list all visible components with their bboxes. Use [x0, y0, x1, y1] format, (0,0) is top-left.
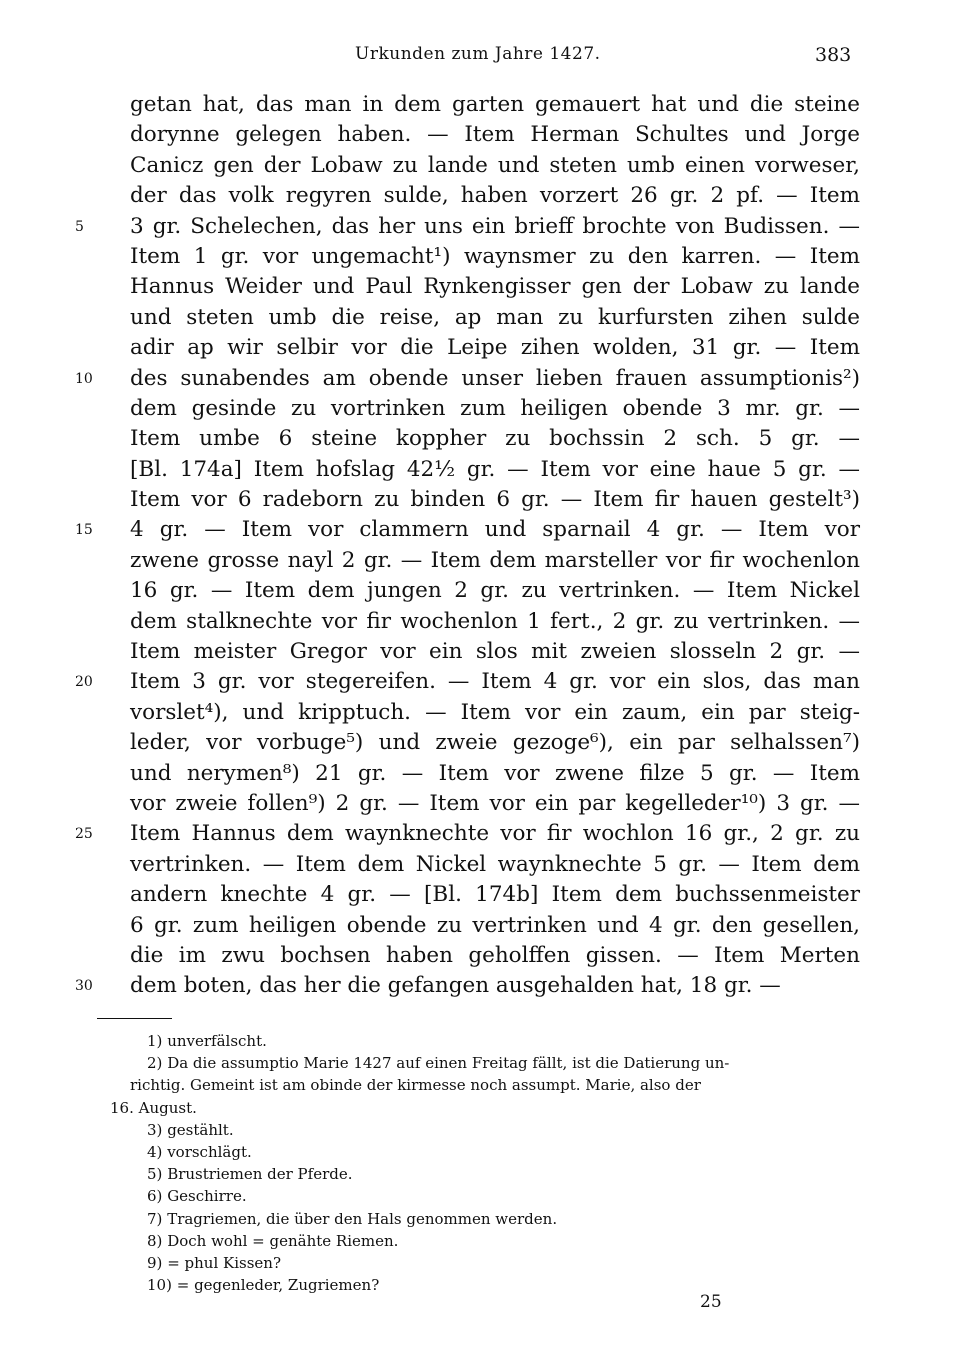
text-line — [130, 759, 860, 789]
line-text: getan hat, das man in dem garten gemauert hat und die steine — [130, 92, 860, 117]
line-text: 16 gr. — Item dem jungen 2 gr. zu vertrinken. — Item Nickel — [130, 578, 860, 604]
text-line — [130, 789, 860, 819]
footnotes — [110, 1030, 860, 1296]
line-text: dem boten, das her die gefangen ausgehalden hat, 18 gr. — — [130, 973, 781, 999]
text-line — [130, 455, 860, 485]
text-line — [130, 333, 860, 363]
text-line — [75, 819, 860, 849]
footnote-mark: 1) — [147, 1032, 163, 1050]
line-text: dorynne gelegen haben. — Item Herman Schultes und Jorge — [130, 122, 860, 148]
running-title: Urkunden zum Jahre 1427. — [355, 44, 601, 64]
footnote-text: Tragriemen, die über den Hals genommen werden. — [167, 1209, 558, 1228]
line-text: Hannus Weider und Paul Rynkengisser gen der Lobaw zu lande — [130, 274, 860, 300]
text-line — [75, 212, 860, 242]
text-line — [75, 515, 860, 545]
text-line — [130, 546, 860, 576]
line-text: 4 gr. — Item vor clammern und sparnail 4 gr. — Item vor — [130, 517, 860, 543]
line-text: andern knechte 4 gr. — [Bl. 174b] Item dem buchssenmeister — [130, 882, 860, 908]
footnote — [130, 1119, 860, 1141]
footnote-continuation — [130, 1074, 860, 1096]
line-text: die im zwu bochsen haben geholffen gissen. — Item Merten — [130, 942, 860, 968]
footnote-text: Da die assumptio Marie 1427 auf einen Freitag fällt, ist die Datierung un- — [167, 1054, 730, 1073]
line-number: 15 — [75, 522, 93, 539]
text-line — [75, 971, 860, 1001]
text-line — [130, 181, 860, 211]
text-line — [130, 394, 860, 424]
footnote-text: = phul Kissen? — [167, 1254, 281, 1273]
line-text: 3 gr. Schelechen, das her uns ein brieff brochte von Budissen. — — [130, 213, 860, 239]
footnote — [130, 1052, 860, 1074]
line-text: Item 1 gr. vor ungemacht¹) waynsmer zu den karren. — Item — [130, 243, 860, 269]
line-text: adir ap wir selbir vor die Leipe zihen wolden, 31 gr. — Item — [130, 335, 860, 361]
footnote — [130, 1141, 860, 1163]
footnote — [130, 1230, 860, 1252]
footnote-rule — [97, 1018, 172, 1019]
footnote — [130, 1185, 860, 1207]
footnote-text: Doch wohl = genähte Riemen. — [167, 1231, 399, 1250]
footnote — [130, 1163, 860, 1185]
footnote-mark: 6) — [147, 1187, 163, 1206]
footnote — [130, 1208, 860, 1230]
line-text: vor zweie follen⁹) 2 gr. — Item vor ein par kegelleder¹⁰) 3 gr. — — [130, 790, 860, 816]
main-text — [75, 90, 860, 1002]
line-text: Canicz gen der Lobaw zu lande und steten umb einen vorweser, — [130, 152, 860, 178]
line-text: dem stalknechte vor fir wochenlon 1 fert., 2 gr. zu vertrinken. — — [130, 608, 860, 634]
text-line — [130, 120, 860, 150]
line-text: Item meister Gregor vor ein slos mit zweien slosseln 2 gr. — — [130, 639, 860, 665]
footnote-text: vorschlägt. — [167, 1143, 252, 1162]
line-text: [Bl. 174a] Item hofslag 42½ gr. — Item vor eine haue 5 gr. — — [130, 456, 860, 482]
text-line — [130, 485, 860, 515]
text-line — [130, 424, 860, 454]
footnote — [130, 1030, 860, 1052]
line-text: der das volk regyren sulde, haben vorzert 26 gr. 2 pf. — Item — [130, 183, 860, 209]
footnote-text: Brustriemen der Pferde. — [167, 1165, 353, 1184]
text-line — [130, 637, 860, 667]
text-line — [130, 303, 860, 333]
footnote-text: gestählt. — [167, 1120, 234, 1139]
footnote-text: Geschirre. — [167, 1187, 247, 1206]
line-text: Item umbe 6 steine koppher zu bochssin 2 sch. 5 gr. — — [130, 426, 860, 452]
footnote — [130, 1252, 860, 1274]
footnote-mark: 8) — [147, 1231, 163, 1250]
line-text: Item Hannus dem waynknechte vor fir wochlon 16 gr., 2 gr. zu — [130, 821, 860, 847]
text-line — [130, 850, 860, 880]
line-text: vertrinken. — Item dem Nickel waynknechte 5 gr. — Item dem — [130, 851, 860, 877]
footnote-text: = gegenleder, Zugriemen? — [176, 1276, 380, 1295]
text-line — [130, 698, 860, 728]
line-text: leder, vor vorbuge⁵) und zweie gezoge⁶), ein par selhalssen⁷) — [130, 730, 860, 756]
line-text: dem gesinde zu vortrinken zum heiligen obende 3 mr. gr. — — [130, 395, 860, 421]
text-line — [130, 242, 860, 272]
footnote-text: richtig. Gemeint ist am obinde der kirmesse noch assumpt. Marie, also der — [130, 1076, 701, 1095]
footnote-text: 16. August. — [110, 1098, 197, 1117]
line-text: und steten umb die reise, ap man zu kurfursten zihen sulde — [130, 304, 860, 330]
line-text: 6 gr. zum heiligen obende zu vertrinken und 4 gr. den gesellen, — [130, 912, 860, 938]
line-number: 20 — [75, 674, 93, 691]
signature-mark: 25 — [700, 1292, 722, 1312]
text-line — [130, 911, 860, 941]
text-line — [75, 364, 860, 394]
line-number: 10 — [75, 370, 93, 387]
text-line — [130, 576, 860, 606]
footnote-mark: 10) — [147, 1276, 172, 1295]
line-text: und nerymen⁸) 21 gr. — Item vor zwene filze 5 gr. — Item — [130, 760, 860, 786]
text-line — [130, 728, 860, 758]
footnote-mark: 9) — [147, 1254, 163, 1273]
text-line — [130, 880, 860, 910]
footnote-continuation — [110, 1097, 860, 1119]
line-text: Item 3 gr. vor stegereifen. — Item 4 gr. vor ein slos, das man — [130, 669, 860, 695]
footnote-mark: 4) — [147, 1143, 163, 1162]
line-text: vorslet⁴), und kripptuch. — Item vor ein zaum, ein par steig- — [130, 699, 860, 725]
footnote-mark: 5) — [147, 1165, 163, 1184]
line-number: 5 — [75, 218, 84, 235]
line-text: zwene grosse nayl 2 gr. — Item dem marsteller vor fir wochenlon — [130, 547, 860, 573]
text-line — [130, 607, 860, 637]
text-line — [130, 941, 860, 971]
footnote-mark: 3) — [147, 1120, 163, 1139]
text-line — [130, 272, 860, 302]
footnote-text: unverfälscht. — [167, 1032, 267, 1050]
footnote-mark: 2) — [147, 1054, 163, 1073]
line-text: des sunabendes am obende unser lieben frauen assumptionis²) — [130, 365, 860, 391]
page-number: 383 — [815, 44, 852, 66]
line-number: 25 — [75, 826, 93, 843]
text-line — [130, 151, 860, 181]
line-number: 30 — [75, 978, 93, 995]
footnote-mark: 7) — [147, 1209, 163, 1228]
text-line — [75, 667, 860, 697]
footnote — [130, 1274, 860, 1296]
text-line — [130, 90, 860, 120]
line-text: Item vor 6 radeborn zu binden 6 gr. — Item fir hauen gestelt³) — [130, 487, 860, 513]
